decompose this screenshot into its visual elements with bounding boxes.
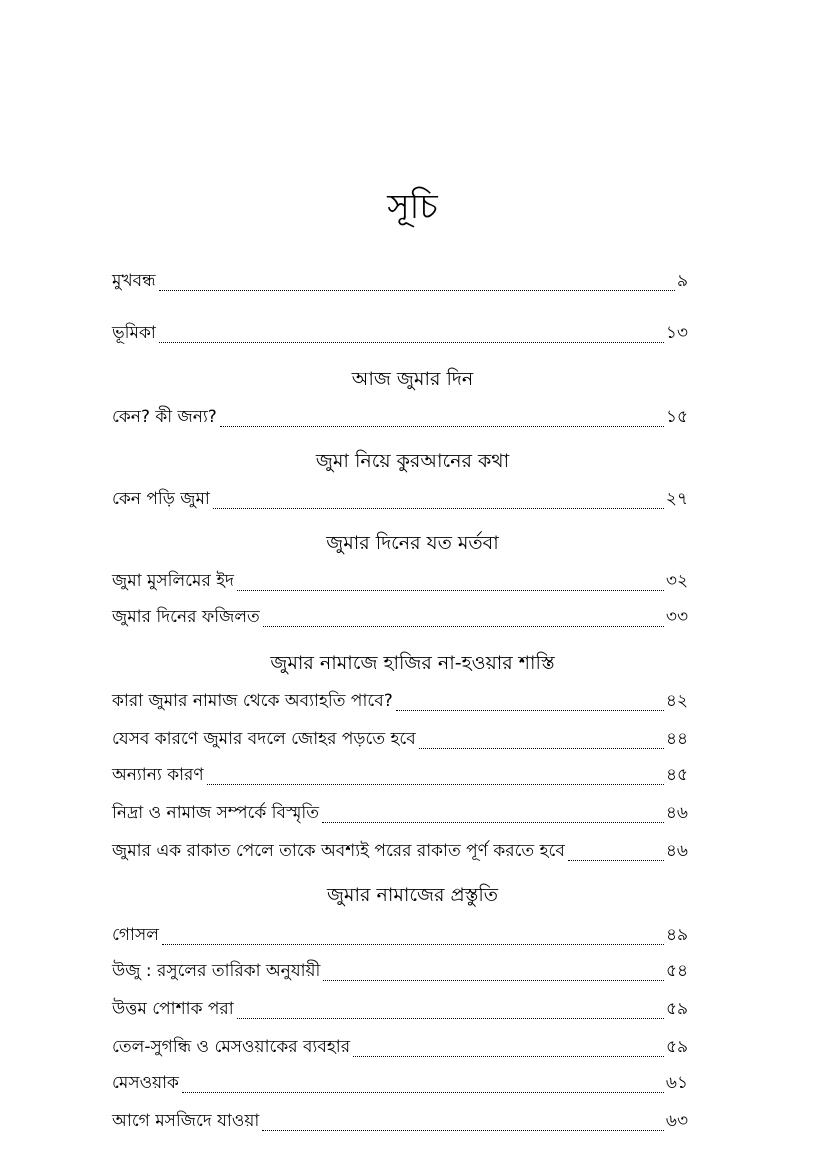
toc-entry-page-number: ৩৩ <box>665 607 688 627</box>
toc-entry-title: মেসওয়াক <box>112 1073 179 1093</box>
toc-section-heading: আজ জুমার দিন <box>351 368 474 390</box>
toc-entry <box>112 402 688 432</box>
toc-entry-page-number: ৪৬ <box>665 803 688 823</box>
toc-section-heading: জুমা নিয়ে কুরআনের কথা <box>315 450 510 472</box>
toc-entry <box>112 760 688 790</box>
toc-entry-title: যেসব কারণে জুমার বদলে জোহর পড়তে হবে <box>112 729 416 749</box>
toc-entry-page-number: ১৫ <box>665 407 688 427</box>
dot-leader <box>207 784 664 785</box>
toc-entry-title: নিদ্রা ও নামাজ সম্পর্কে বিস্মৃতি <box>112 803 320 823</box>
dot-leader <box>263 626 664 627</box>
toc-entry <box>112 566 688 596</box>
toc-entry-title: তেল-সুগন্ধি ও মেসওয়াকের ব্যবহার <box>112 1037 351 1057</box>
toc-section-heading: জুমার দিনের যত মর্তবা <box>326 532 499 554</box>
toc-entry-page-number: ১৩ <box>665 323 688 343</box>
dot-leader <box>162 944 664 945</box>
toc-entry-title: অন্যান্য কারণ <box>112 765 204 785</box>
dot-leader <box>396 710 664 711</box>
toc-entry-page-number: ৪৬ <box>665 841 688 861</box>
toc-entry-page-number: ৫৪ <box>665 961 688 981</box>
dot-leader <box>213 508 664 509</box>
toc-entry-page-number: ৫৯ <box>665 1037 688 1057</box>
toc-entry-page-number: ৪৪ <box>665 729 688 749</box>
toc-entry-title: মুখবন্ধ <box>112 271 156 291</box>
dot-leader <box>322 822 664 823</box>
dot-leader <box>419 748 664 749</box>
dot-leader <box>182 1092 664 1093</box>
toc-entry <box>112 724 688 754</box>
toc-entry <box>112 1106 688 1136</box>
toc-entry <box>112 920 688 950</box>
dot-leader <box>323 980 664 981</box>
toc-entry-page-number: ৯ <box>676 271 688 291</box>
dot-leader <box>237 1018 664 1019</box>
toc-entry-page-number: ৪৫ <box>665 765 688 785</box>
toc-entry <box>112 484 688 514</box>
toc-entry <box>112 956 688 986</box>
toc-entry <box>112 318 688 348</box>
toc-entry-title: উজু : রসুলের তারিকা অনুযায়ী <box>112 961 321 981</box>
toc-section-heading: জুমার নামাজে হাজির না-হওয়ার শাস্তি <box>270 652 555 674</box>
toc-entry <box>112 798 688 828</box>
toc-entry-title: গোসল <box>112 925 159 945</box>
toc-entry-title: জুমা মুসলিমের ইদ <box>112 571 234 591</box>
toc-entry <box>112 836 688 866</box>
dot-leader <box>220 426 664 427</box>
toc-entry-title: ভূমিকা <box>112 323 156 343</box>
toc-entry-page-number: ২৭ <box>665 489 688 509</box>
toc-entry-title: জুমার দিনের ফজিলত <box>112 607 260 627</box>
toc-entry <box>112 1032 688 1062</box>
dot-leader <box>353 1056 664 1057</box>
dot-leader <box>159 342 664 343</box>
toc-entry-page-number: ৩২ <box>665 571 688 591</box>
toc-entry-page-number: ৪২ <box>665 691 688 711</box>
toc-entry <box>112 686 688 716</box>
page-title: সূচি <box>387 187 438 227</box>
toc-entry-title: উত্তম পোশাক পরা <box>112 999 234 1019</box>
toc-entry-title: কারা জুমার নামাজ থেকে অব্যাহতি পাবে? <box>112 691 393 711</box>
toc-entry-title: আগে মসজিদে যাওয়া <box>112 1111 260 1131</box>
toc-entry <box>112 1068 688 1098</box>
toc-entry <box>112 994 688 1024</box>
dot-leader <box>237 590 664 591</box>
toc-section-heading: জুমার নামাজের প্রস্তুতি <box>326 884 499 906</box>
toc-entry <box>112 602 688 632</box>
toc-entry-title: কেন? কী জন্য? <box>112 407 217 427</box>
toc-entry <box>112 266 688 296</box>
toc-entry-page-number: ৫৯ <box>665 999 688 1019</box>
toc-entry-page-number: ৬১ <box>665 1073 688 1093</box>
dot-leader <box>568 860 664 861</box>
toc-entry-page-number: ৬৩ <box>665 1111 688 1131</box>
toc-entry-title: কেন পড়ি জুমা <box>112 489 210 509</box>
dot-leader <box>159 290 675 291</box>
toc-entry-title: জুমার এক রাকাত পেলে তাকে অবশ্যই পরের রাকাত পূর্ণ করতে হবে <box>112 841 565 861</box>
dot-leader <box>262 1130 664 1131</box>
toc-entry-page-number: ৪৯ <box>665 925 688 945</box>
